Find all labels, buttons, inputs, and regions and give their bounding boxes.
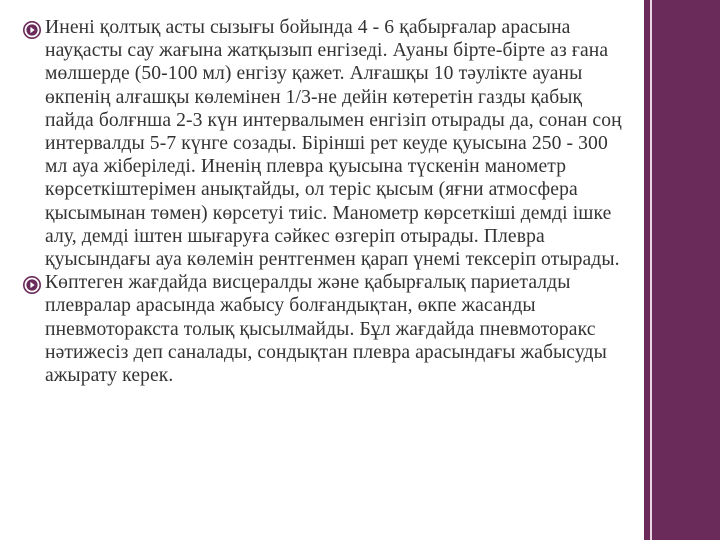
decorative-side-panel [644,0,720,540]
decorative-side-rule [650,0,652,540]
bullet-text: Инені қолтық асты сызығы бойында 4 - 6 қабырғалар арасына науқасты сау жағына жатқызып енгізеді. Ауаны бірте-бірте аз ғана мөлшерде (50-100 мл) енгізу қажет. Алғашқы 10 тәулікте ауаны өкпенің алғашқы көлемінен 1/3-не дейін көтеретін газды қабық пайда болғнша 2-3 күн интервалымен енгізіп отырады да, сонан соң интервалды 5-7 күнге созады. Бірінші рет кеуде қуысына 250 - 300 мл ауа жіберіледі. Иненің плевра қуысына түскенін манометр көрсеткіштерімен анықтайды, ол теріс қысым (яғни атмосфера қысымынан төмен) көрсетуі тиіс. Манометр көрсеткіші демді ішке алу, демді іштен шығаруға сәйкес өзгеріп отырады. Плевра қуысындағы ауа көлемін рентгенмен қарап үнемі тексеріп отырады. [45,17,622,271]
bullet-text: Көптеген жағдайда висцералды және қабырғалық париеталды плевралар арасында жабысу болғандықтан, өкпе жасанды пневмоторакста толық қысылмайды. Бұл жағдайда пневмоторакс нәтижесіз деп саналады, сондықтан плевра арасындағы жабысуды ажырату керек. [45,272,607,387]
circled-arrow-right-icon [22,20,42,40]
slide-content [22,16,627,387]
circled-arrow-right-icon [22,275,42,295]
bullet-item [22,271,627,387]
bullet-item [22,16,627,271]
